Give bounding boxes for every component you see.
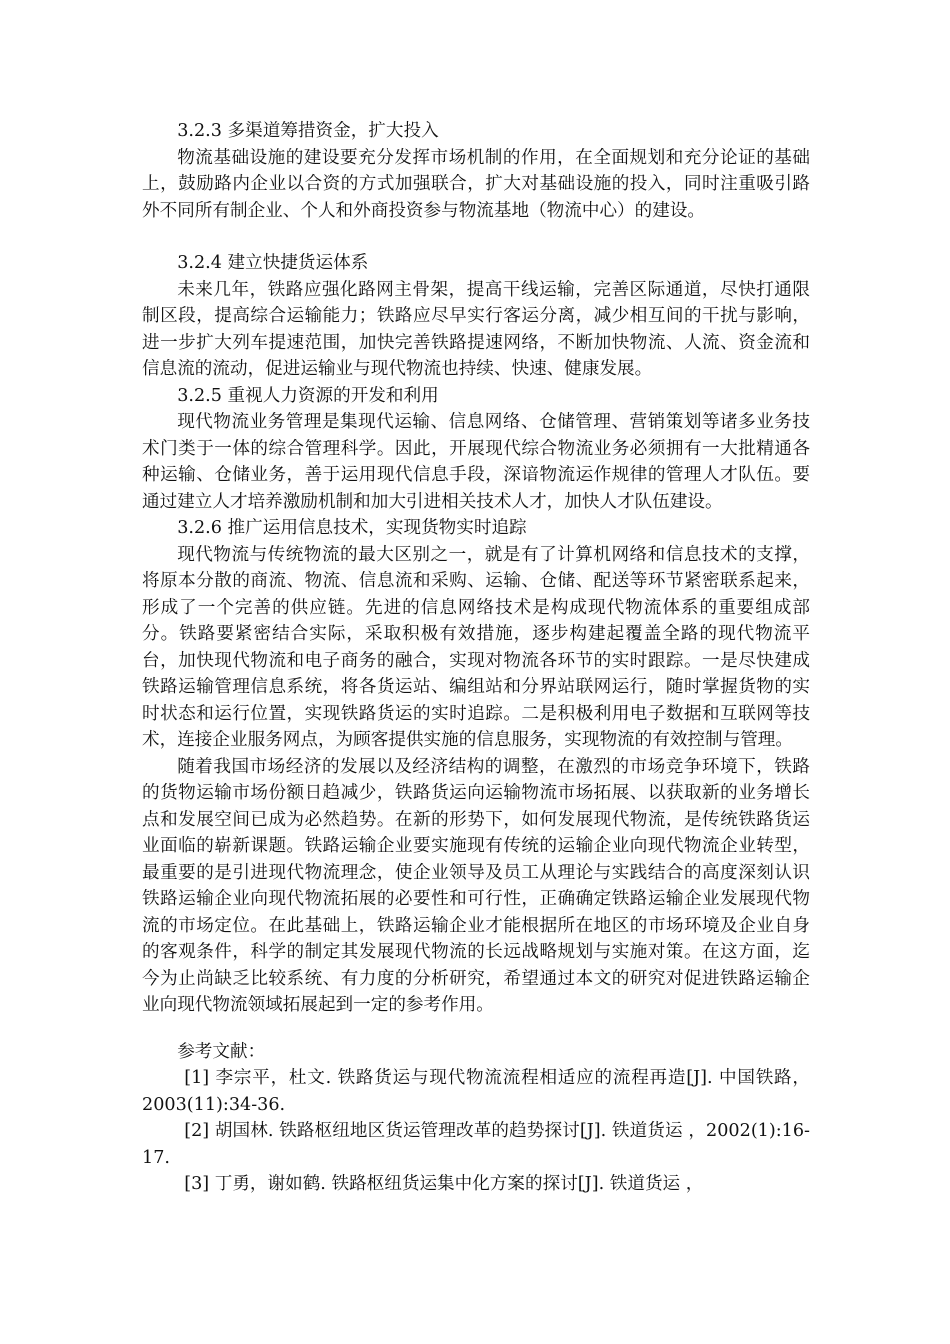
references-title: 参考文献： xyxy=(177,1041,266,1062)
section-3-2-3 xyxy=(142,118,810,224)
conclusion-paragraph: 随着我国市场经济的发展以及经济结构的调整，在激烈的市场竞争环境下，铁路的货物运输市场份额日趋减少，铁路货运向运输物流市场拓展、以获取新的业务增长点和发展空间已成为必然趋势。在新的形势下，如何发展现代物流，是传统铁路货运业面临的崭新课题。铁路运输企业要实施现有传统的运输企业向现代物流企业转型，最重要的是引进现代物流理念，使企业领导及员工从理论与实践结合的高度深刻认识铁路运输企业向现代物流拓展的必要性和可行性，正确确定铁路运输企业发展现代物流的市场定位。在此基础上，铁路运输企业才能根据所在地区的市场环境及企业自身的客观条件，科学的制定其发展现代物流的长远战略规划与实施对策。在这方面，迄今为止尚缺乏比较系统、有力度的分析研究，希望通过本文的研究对促进铁路运输企业向现代物流领域拓展起到一定的参考作用。 xyxy=(142,756,810,1015)
references xyxy=(142,1039,810,1198)
document-page xyxy=(142,118,810,1198)
section-3-2-5 xyxy=(142,383,810,516)
section-3-2-4 xyxy=(142,250,810,383)
reference-item: [1] 李宗平，杜文. 铁路货运与现代物流流程相适应的流程再造[J]. 中国铁路，2003(11):34-36. xyxy=(142,1068,810,1115)
reference-item: [3] 丁勇，谢如鹤. 铁路枢纽货运集中化方案的探讨[J]. 铁道货运 ， xyxy=(184,1174,704,1194)
paragraph: 现代物流与传统物流的最大区别之一，就是有了计算机网络和信息技术的支撑，将原本分散的商流、物流、信息流和采购、运输、仓储、配送等环节紧密联系起来，形成了一个完善的供应链。先进的信息网络技术是构成现代物流体系的重要组成部分。铁路要紧密结合实际，采取积极有效措施，逐步构建起覆盖全路的现代物流平台，加快现代物流和电子商务的融合，实现对物流各环节的实时跟踪。一是尽快建成铁路运输管理信息系统，将各货运站、编组站和分界站联网运行，随时掌握货物的实时状态和运行位置，实现铁路货运的实时追踪。二是积极利用电子数据和互联网等技术，连接企业服务网点，为顾客提供实施的信息服务，实现物流的有效控制与管理。 xyxy=(142,544,810,750)
spacer xyxy=(142,224,810,250)
paragraph: 现代物流业务管理是集现代运输、信息网络、仓储管理、营销策划等诸多业务技术门类于一体的综合管理科学。因此，开展现代综合物流业务必须拥有一大批精通各种运输、仓储业务，善于运用现代信息手段，深谙物流运作规律的管理人才队伍。要通过建立人才培养激励机制和加大引进相关技术人才，加快人才队伍建设。 xyxy=(142,412,810,512)
paragraph: 未来几年，铁路应强化路网主骨架，提高干线运输，完善区际通道，尽快打通限制区段，提高综合运输能力；铁路应尽早实行客运分离，减少相互间的干扰与影响，进一步扩大列车提速范围，加快完善铁路提速网络，不断加快物流、人流、资金流和信息流的流动，促进运输业与现代物流也持续、快速、健康发展。 xyxy=(142,279,810,379)
paragraph: 物流基础设施的建设要充分发挥市场机制的作用，在全面规划和充分论证的基础上，鼓励路内企业以合资的方式加强联合，扩大对基础设施的投入，同时注重吸引路外不同所有制企业、个人和外商投资参与物流基地（物流中心）的建设。 xyxy=(142,147,810,221)
section-heading: 3.2.4 建立快捷货运体系 xyxy=(177,253,369,273)
section-heading: 3.2.3 多渠道筹措资金，扩大投入 xyxy=(177,121,439,141)
section-heading: 3.2.6 推广运用信息技术，实现货物实时追踪 xyxy=(177,518,527,538)
reference-item: [2] 胡国林. 铁路枢纽地区货运管理改革的趋势探讨[J]. 铁道货运 ，2002(1):16-17. xyxy=(142,1121,810,1168)
spacer xyxy=(142,1019,810,1039)
section-heading: 3.2.5 重视人力资源的开发和利用 xyxy=(177,385,439,406)
section-3-2-6 xyxy=(142,515,810,754)
